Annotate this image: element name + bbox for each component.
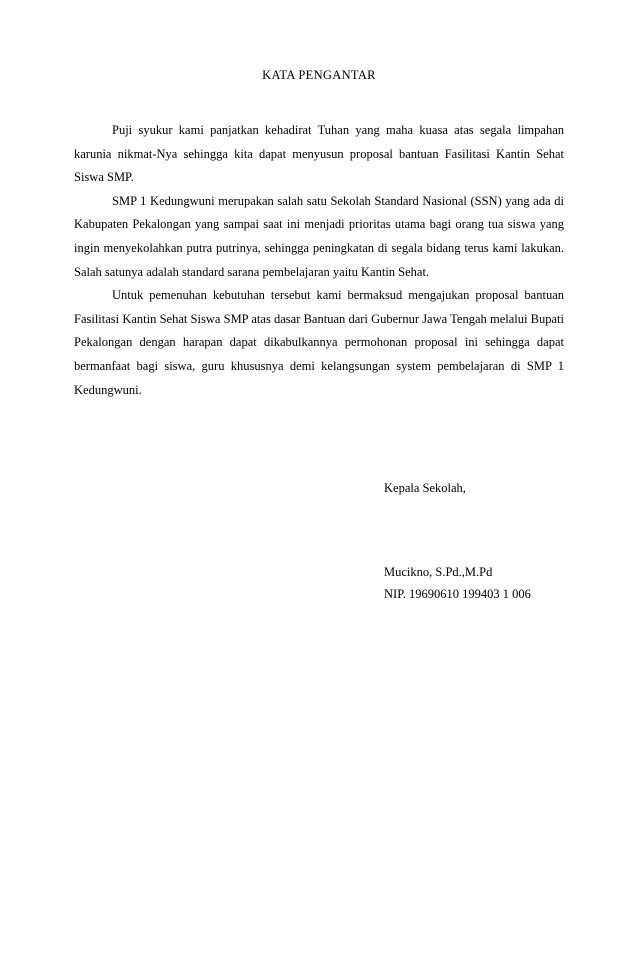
paragraph-school-profile: SMP 1 Kedungwuni merupakan salah satu Sekolah Standard Nasional (SSN) yang ada di Kabupaten Pekalongan yang sampai saat ini menjadi prioritas utama bagi orang tua siswa yang ingin menyekolahkan putra putrinya, sehingga peningkatan di segala bidang terus kami lakukan. Salah satunya adalah standard sarana pembelajaran yaitu Kantin Sehat. [74, 193, 564, 279]
signature-nip: NIP. 19690610 199403 1 006 [384, 587, 531, 601]
paragraph-proposal-purpose: Untuk pemenuhan kebutuhan tersebut kami bermaksud mengajukan proposal bantuan Fasilitasi Kantin Sehat Siswa SMP atas dasar Bantuan dari Gubernur Jawa Tengah melalui Bupati Pekalongan dengan harapan dapat dikabulkannya permohonan proposal ini sehingga dapat bermanfaat bagi siswa, guru khususnya demi kelangsungan system pembelajaran di SMP 1 Kedungwuni. [74, 288, 564, 397]
document-body [74, 119, 564, 402]
signature-role: Kepala Sekolah, [384, 481, 466, 495]
document-title: KATA PENGANTAR [262, 68, 376, 82]
paragraph-opening: Puji syukur kami panjatkan kehadirat Tuhan yang maha kuasa atas segala limpahan karunia nikmat-Nya sehingga kita dapat menyusun proposal bantuan Fasilitasi Kantin Sehat Siswa SMP. [74, 123, 564, 185]
signature-name: Mucikno, S.Pd.,M.Pd [384, 565, 493, 579]
